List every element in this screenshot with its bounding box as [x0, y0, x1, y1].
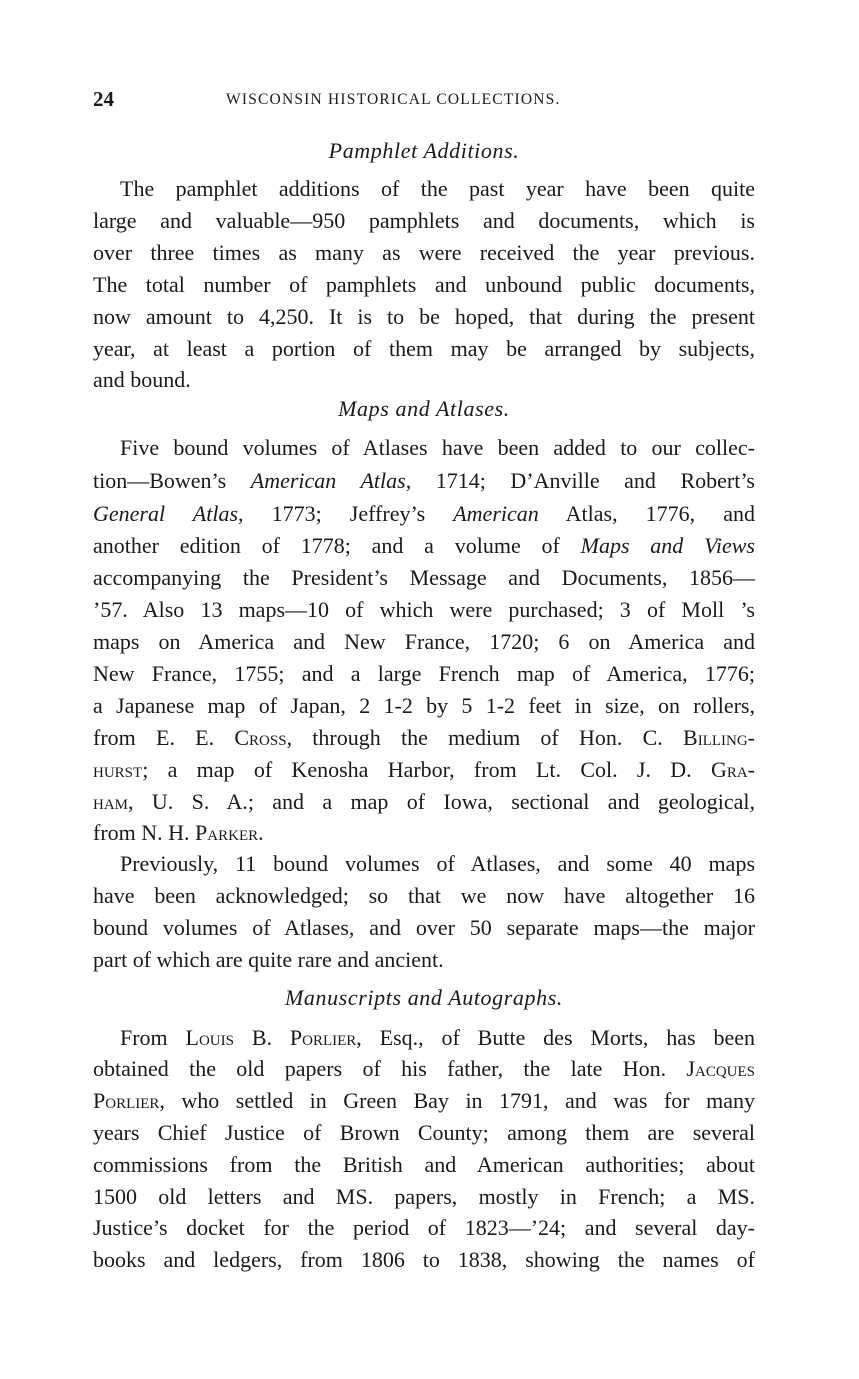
- paragraph-line: a Japanese map of Japan, 2 1-2 by 5 1-2 feet in size, on rollers,: [93, 693, 755, 718]
- paragraph-line: bound volumes of Atlases, and over 50 separate maps—the major: [93, 915, 755, 940]
- paragraph-line: another edition of 1778; and a volume of Maps and Views: [93, 533, 755, 558]
- paragraph-line: books and ledgers, from 1806 to 1838, showing the names of: [93, 1247, 755, 1272]
- paragraph-line: Porlier, who settled in Green Bay in 1791, and was for many: [93, 1088, 755, 1113]
- section-title-pamphlet-additions: Pamphlet Additions.: [328, 138, 520, 163]
- paragraph-line: over three times as many as were received the year previous.: [93, 240, 755, 265]
- paragraph-line: From Louis B. Porlier, Esq., of Butte des Morts, has been: [120, 1025, 755, 1050]
- paragraph-line: and bound.: [93, 367, 191, 392]
- paragraph-line: accompanying the President’s Message and Documents, 1856—: [93, 565, 755, 590]
- paragraph-line: maps on America and New France, 1720; 6 on America and: [93, 629, 755, 654]
- paragraph-line: commissions from the British and American authorities; about: [93, 1152, 755, 1177]
- page-header: [93, 87, 755, 117]
- paragraph-line: obtained the old papers of his father, the late Hon. Jacques: [93, 1056, 755, 1081]
- paragraph-line: New France, 1755; and a large French map of America, 1776;: [93, 661, 755, 686]
- section-title-manuscripts-and-autographs: Manuscripts and Autographs.: [285, 985, 563, 1010]
- paragraph-line: from N. H. Parker.: [93, 820, 264, 845]
- paragraph-line: ’57. Also 13 maps—10 of which were purchased; 3 of Moll ’s: [93, 597, 755, 622]
- paragraph-line: year, at least a portion of them may be arranged by subjects,: [93, 336, 755, 361]
- paragraph-line: ham, U. S. A.; and a map of Iowa, sectional and geological,: [93, 789, 755, 814]
- paragraph-line: General Atlas, 1773; Jeffrey’s American Atlas, 1776, and: [93, 501, 756, 526]
- paragraph-line: part of which are quite rare and ancient.: [93, 947, 444, 972]
- paragraph-line: The pamphlet additions of the past year have been quite: [120, 176, 755, 201]
- paragraph-line: hurst; a map of Kenosha Harbor, from Lt. Col. J. D. Gra-: [93, 757, 755, 782]
- paragraph-line: tion—Bowen’s American Atlas, 1714; D’Anville and Robert’s: [93, 468, 755, 493]
- paragraph-line: 1500 old letters and MS. papers, mostly in French; a MS.: [93, 1184, 755, 1209]
- paragraph-line: The total number of pamphlets and unbound public documents,: [93, 272, 755, 297]
- paragraph-line: large and valuable—950 pamphlets and documents, which is: [93, 208, 755, 233]
- section-title-maps-and-atlases: Maps and Atlases.: [338, 396, 510, 421]
- paragraph-line: now amount to 4,250. It is to be hoped, that during the present: [93, 304, 755, 329]
- paragraph-line: from E. E. Cross, through the medium of Hon. C. Billing-: [93, 725, 755, 750]
- paragraph-line: Five bound volumes of Atlases have been added to our collec-: [120, 435, 755, 460]
- paragraph-line: Justice’s docket for the period of 1823—’24; and several day-: [93, 1215, 755, 1240]
- page-number: 24: [93, 87, 114, 111]
- paragraph-line: have been acknowledged; so that we now have altogether 16: [93, 883, 755, 908]
- paragraph-line: years Chief Justice of Brown County; among them are several: [93, 1120, 755, 1145]
- running-title: WISCONSIN HISTORICAL COLLECTIONS.: [226, 91, 561, 108]
- paragraph-line: Previously, 11 bound volumes of Atlases, and some 40 maps: [120, 851, 755, 876]
